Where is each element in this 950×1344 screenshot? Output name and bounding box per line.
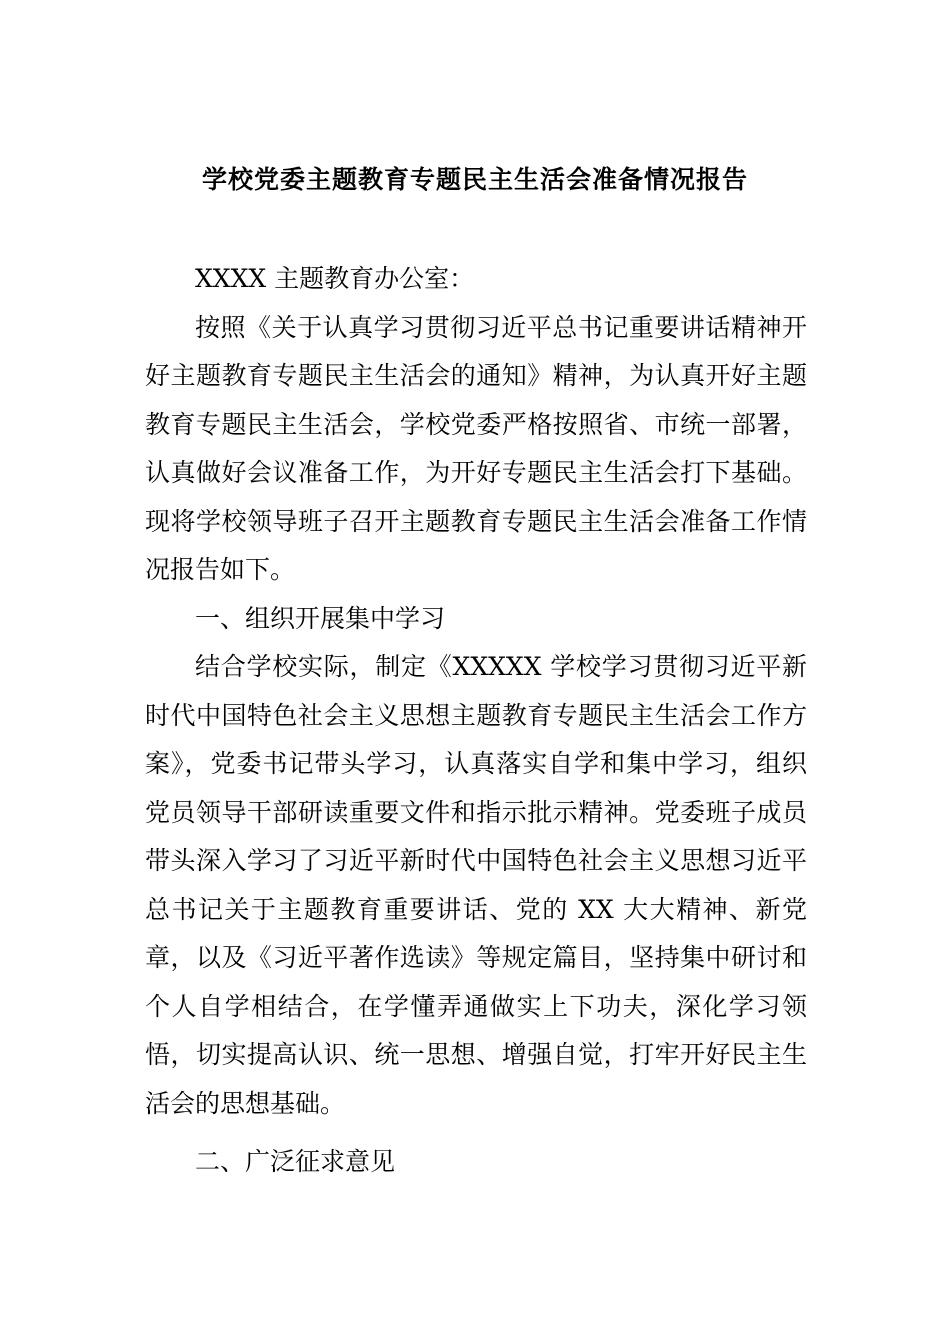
paragraph: 结合学校实际，制定《XXXXX 学校学习贯彻习近平新时代中国特色社会主义思想主题教育专题民主生活会工作方案》，党委书记带头学习，认真落实自学和集中学习，组织党员领导干部研读重要文件和指示批示精神。党委班子成员带头深入学习了习近平新时代中国特色社会主义思想习近平总书记关于主题教育重要讲话、党的 XX 大大精神、新党章，以及《习近平著作选读》等规定篇目，坚持集中研讨和个人自学相结合，在学懂弄通做实上下功夫，深化学习领悟，切实提高认识、统一思想、增强自觉，打牢开好民主生活会的思想基础。 xyxy=(145,652,807,1118)
section-heading: 二、广泛征求意见 xyxy=(195,1147,396,1176)
spacer xyxy=(145,1128,807,1138)
document-body xyxy=(145,255,807,1187)
section-heading: 一、组织开展集中学习 xyxy=(195,603,446,633)
paragraph: 按照《关于认真学习贯彻习近平总书记重要讲话精神开好主题教育专题民主生活会的通知》精神，为认真开好主题教育专题民主生活会，学校党委严格按照省、市统一部署，认真做好会议准备工作，为开好专题民主生活会打下基础。现将学校领导班子召开主题教育专题民主生活会准备工作情况报告如下。 xyxy=(145,312,807,584)
salutation: XXXX 主题教育办公室： xyxy=(195,264,475,293)
document-title: 学校党委主题教育专题民主生活会准备情况报告 xyxy=(201,165,748,194)
